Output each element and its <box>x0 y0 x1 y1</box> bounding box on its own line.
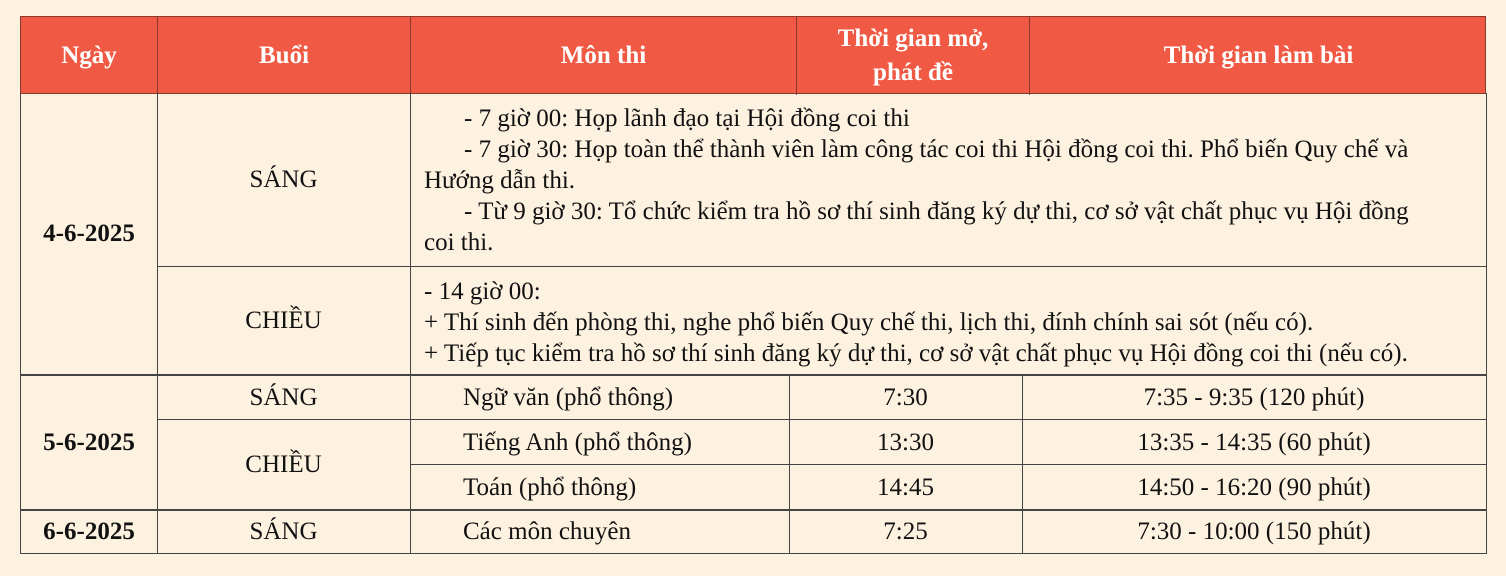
duration: 7:35 - 9:35 (120 phút) <box>1143 383 1365 411</box>
activities-day1-morning <box>410 93 1487 267</box>
session-day1-morning-label: SÁNG <box>249 166 318 193</box>
date-cell-day1 <box>21 93 158 375</box>
session-day2-morning <box>157 375 411 420</box>
session-day3-morning <box>157 510 411 554</box>
open-time-cell <box>789 420 1023 465</box>
open-time: 13:30 <box>877 428 934 456</box>
activity-line: Hướng dẫn thi. <box>424 167 576 194</box>
subject-cell <box>410 375 790 420</box>
open-time-cell <box>789 465 1023 510</box>
day-separator <box>21 374 1487 376</box>
header-duration <box>1030 17 1487 95</box>
open-time: 7:30 <box>883 383 928 411</box>
session-day3-morning-label: SÁNG <box>249 518 318 545</box>
activity-line: - 14 giờ 00: <box>424 278 541 305</box>
duration: 14:50 - 16:20 (90 phút) <box>1137 473 1371 501</box>
duration-cell <box>1022 420 1487 465</box>
header-open-time <box>797 17 1030 95</box>
subject-cell <box>410 420 790 465</box>
header-open-time-line1: Thời gian mở, <box>837 25 989 52</box>
header-session-label: Buổi <box>258 42 310 69</box>
date-cell-day3 <box>21 510 158 554</box>
open-time: 7:25 <box>883 518 928 545</box>
header-duration-label: Thời gian làm bài <box>1163 42 1354 69</box>
open-time: 14:45 <box>877 473 934 501</box>
activity-line: + Thí sinh đến phòng thi, nghe phổ biến Quy chế thi, lịch thi, đính chính sai sót (nếu có). <box>424 309 1314 336</box>
duration: 7:30 - 10:00 (150 phút) <box>1137 518 1371 545</box>
day-separator <box>21 509 1487 511</box>
duration-cell <box>1022 465 1487 510</box>
subject-name: Các môn chuyên <box>463 518 632 545</box>
header-date-label: Ngày <box>61 42 117 69</box>
subject-name: Ngữ văn (phổ thông) <box>463 383 674 411</box>
subject-cell <box>410 465 790 510</box>
date-day3: 6-6-2025 <box>43 518 135 545</box>
session-day1-morning <box>157 93 411 267</box>
header-subject-label: Môn thi <box>560 42 647 69</box>
session-day1-afternoon-label: CHIỀU <box>245 307 322 334</box>
activity-line: - Từ 9 giờ 30: Tổ chức kiểm tra hồ sơ thí sinh đăng ký dự thi, cơ sở vật chất phục vụ Hội đồng <box>464 198 1409 225</box>
date-day2: 5-6-2025 <box>43 428 135 456</box>
subject-name: Tiếng Anh (phổ thông) <box>463 428 692 456</box>
date-cell-day2 <box>21 375 158 510</box>
subject-name: Toán (phổ thông) <box>463 473 637 501</box>
header-session <box>158 17 411 95</box>
header-subject <box>411 17 797 95</box>
header-open-time-line2: phát đề <box>873 59 953 86</box>
duration-cell <box>1022 510 1487 554</box>
activity-line: + Tiếp tục kiểm tra hồ sơ thí sinh đăng ký dự thi, cơ sở vật chất phục vụ Hội đồng coi thi (nếu có). <box>424 340 1408 367</box>
table-header <box>20 16 1486 94</box>
open-time-cell <box>789 375 1023 420</box>
subject-cell <box>410 510 790 554</box>
session-day2-afternoon <box>157 420 411 510</box>
session-day1-afternoon <box>157 267 411 375</box>
exam-schedule-table <box>20 16 1486 554</box>
session-day2-morning-label: SÁNG <box>249 383 318 411</box>
activity-line: - 7 giờ 00: Họp lãnh đạo tại Hội đồng coi thi <box>464 105 910 132</box>
session-day2-afternoon-label: CHIỀU <box>245 451 322 478</box>
activity-line: coi thi. <box>424 229 494 256</box>
open-time-cell <box>789 510 1023 554</box>
table-body <box>20 93 1486 554</box>
duration-cell <box>1022 375 1487 420</box>
activities-day1-afternoon <box>410 267 1487 375</box>
activity-line: - 7 giờ 30: Họp toàn thể thành viên làm công tác coi thi Hội đồng coi thi. Phổ biến Quy chế và <box>464 136 1409 163</box>
date-day1: 4-6-2025 <box>43 220 135 247</box>
duration: 13:35 - 14:35 (60 phút) <box>1137 428 1371 456</box>
header-date <box>21 17 158 95</box>
